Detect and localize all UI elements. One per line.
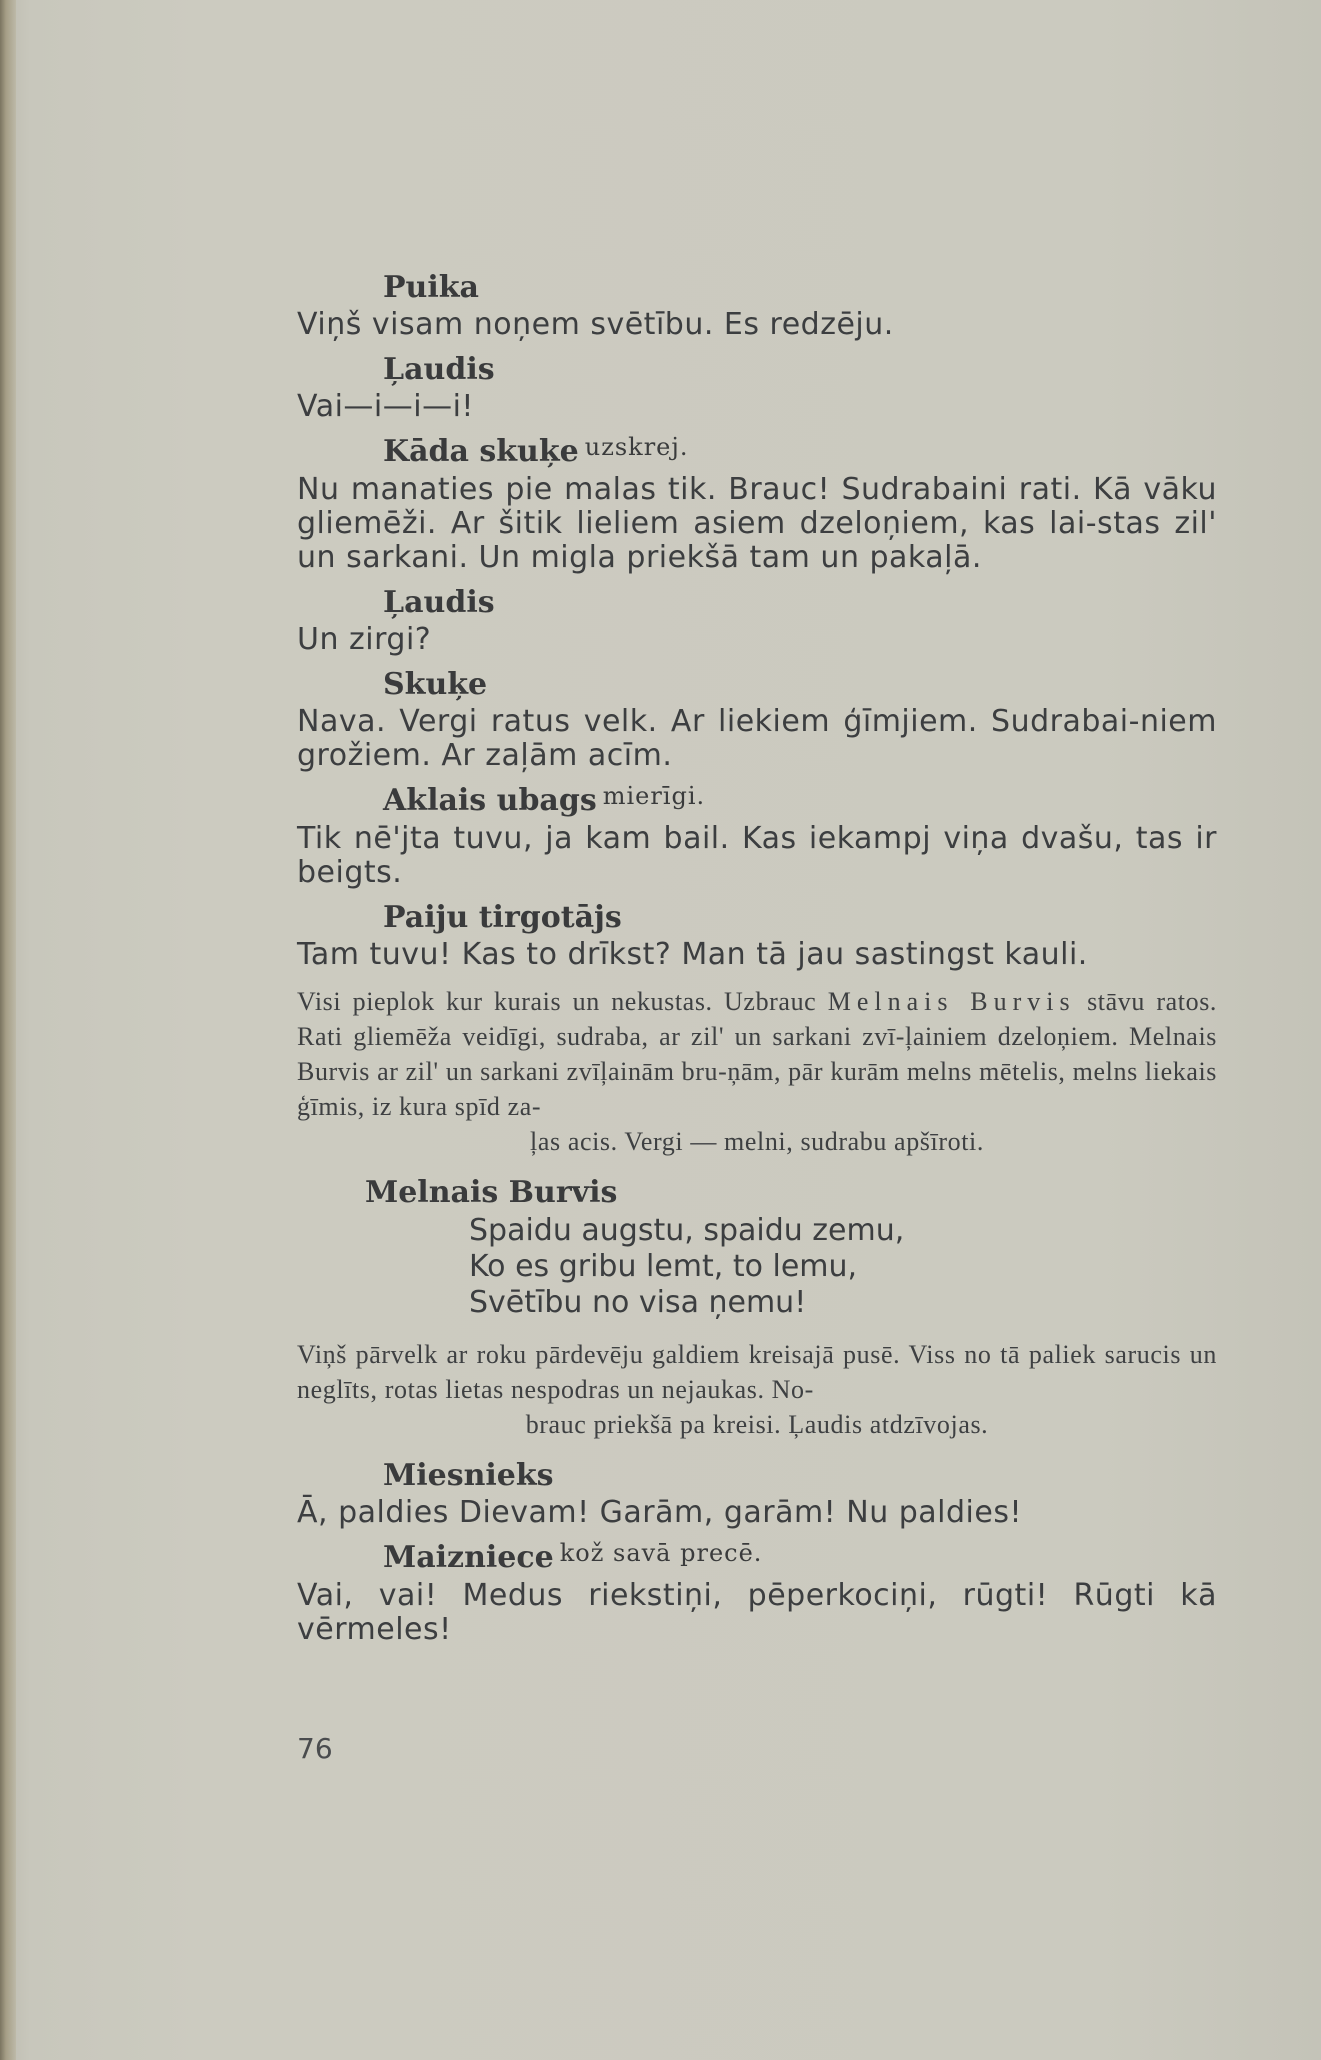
stage-direction: Viņš pārvelk ar roku pārdevēju galdiem kreisajā pusē. Viss no tā paliek sarucis un neglīts, rotas lietas nespodras un nejaukas. No- — [297, 1340, 1217, 1404]
stage-direction-inline: uzskrej. — [584, 433, 689, 461]
speaker-name: Puika — [383, 270, 479, 305]
verse-line: Spaidu augstu, spaidu zemu, — [469, 1213, 905, 1248]
speaker-name: Paiju tirgotājs — [383, 900, 622, 935]
dialogue-line: Viņš visam noņem svētību. Es redzēju. — [297, 307, 894, 342]
verse-line: Ko es gribu lemt, to lemu, — [469, 1249, 858, 1284]
speaker-name: Skuķe — [383, 667, 488, 702]
stage-direction-inline: kož savā precē. — [559, 1539, 763, 1567]
dialogue-line: Un zirgi? — [297, 622, 432, 657]
dialogue-line: Nava. Vergi ratus velk. Ar liekiem ģīmjiem. Sudrabai-niem grožiem. Ar zaļām acīm. — [297, 704, 1217, 773]
dialogue-line: Tik nē'jta tuvu, ja kam bail. Kas iekampj viņa dvašu, tas ir beigts. — [297, 821, 1217, 890]
dialogue-line: Vai—i—i—i! — [297, 389, 474, 424]
speaker-name: Miesnieks — [383, 1458, 554, 1493]
stage-direction-end: brauc priekšā pa kreisi. Ļaudis atdzīvojas. — [525, 1410, 989, 1439]
page-content — [297, 268, 1217, 1647]
dialogue-line: Nu manaties pie malas tik. Brauc! Sudrabaini rati. Kā vāku gliemēži. Ar šitik lieliem asiem dzeloņiem, kas lai-stas zil' un sarkani. Un migla priekšā tam un pakaļā. — [297, 472, 1217, 575]
speaker-name: Ļaudis — [383, 585, 495, 620]
stage-direction-inline: mierīgi. — [602, 782, 706, 810]
speaker-name: Melnais Burvis — [365, 1175, 618, 1210]
dialogue-line: Tam tuvu! Kas to drīkst? Man tā jau sastingst kauli. — [297, 937, 1088, 972]
stage-direction: Visi pieplok kur kurais un nekustas. Uzbrauc Melnais Burvis stāvu ratos. Rati gliemēža veidīgi, sudraba, ar zil' un sarkani zvī-ļainiem dzeloņiem. Melnais Burvis ar zil' un sarkani zvīļainām bru-ņām, pār kurām melns mētelis, melns liekais ģīmis, iz kura spīd za- — [297, 987, 1218, 1121]
speaker-name: Ļaudis — [383, 352, 495, 387]
page-number: 76 — [297, 1732, 333, 1765]
dialogue-line: Ā, paldies Dievam! Garām, garām! Nu paldies! — [297, 1495, 1022, 1530]
dialogue-line: Vai, vai! Medus riekstiņi, pēperkociņi, rūgti! Rūgti kā vērmeles! — [297, 1578, 1217, 1647]
verse-line: Svētību no visa ņemu! — [469, 1285, 807, 1320]
page-spine — [0, 0, 16, 2060]
stage-direction-end: ļas acis. Vergi — melni, sudrabu apšīroti. — [530, 1127, 984, 1156]
stage-direction-character: Melnais Burvis — [827, 987, 1076, 1016]
speaker-name: Kāda skuķe $^{uzskrej.}$ — [383, 433, 689, 469]
speaker-name: Maizniece $^{kož savā precē.}$ — [383, 1539, 763, 1575]
speaker-name: Aklais ubags $^{mierīgi.}$ — [383, 782, 706, 818]
